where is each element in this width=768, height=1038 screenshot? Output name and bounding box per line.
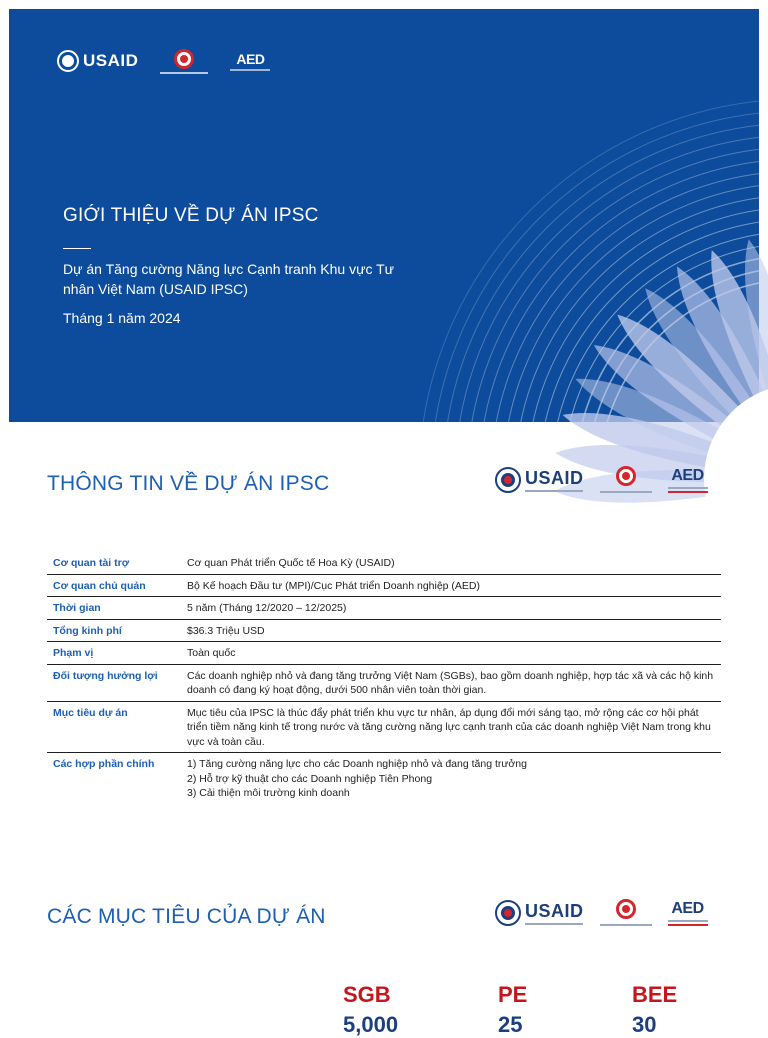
aed-wordmark: AED (671, 899, 704, 917)
partner-logos (57, 45, 270, 77)
aed-logo (668, 900, 708, 926)
row-value: Mục tiêu của IPSC là thúc đẩy phát triển khu vực tư nhân, áp dụng đổi mới sáng tạo, mở rộng các cơ hội phát triển tiềm năng kinh tế trong nước và tăng cường năng lực cạnh tranh của các doanh nghiệp Việt Nam trong khu vực và toàn cầu. (181, 701, 721, 753)
usaid-seal-icon (495, 900, 521, 926)
row-label: Đối tượng hưởng lợi (47, 664, 181, 701)
intro-slide (9, 9, 759, 422)
row-label: Tổng kinh phí (47, 619, 181, 642)
usaid-wordmark: USAID (83, 51, 139, 70)
goal-label-pe: PE (498, 982, 528, 1007)
intro-date: Tháng 1 năm 2024 (63, 310, 181, 326)
mpi-emblem-icon (616, 899, 636, 919)
info-slide-title: THÔNG TIN VỀ DỰ ÁN IPSC (47, 472, 330, 495)
aed-logo (668, 467, 708, 493)
row-label: Các hợp phần chính (53, 758, 155, 770)
aed-logo (230, 51, 270, 71)
usaid-wordmark: USAID (525, 900, 584, 921)
goal-label-sgb: SGB (343, 982, 391, 1007)
row-value: Bộ Kế hoạch Đầu tư (MPI)/Cục Phát triển Doanh nghiệp (AED) (181, 574, 721, 597)
row-label: Cơ quan chủ quản (47, 574, 181, 597)
row-value: 1) Tăng cường năng lực cho các Doanh nghiệp nhỏ và đang tăng trưởng 2) Hỗ trợ kỹ thuật cho các Doanh nghiệp Tiên Phong 3) Cải thiện môi trường kinh doanh (187, 758, 527, 799)
row-value: Các doanh nghiệp nhỏ và đang tăng trưởng Việt Nam (SGBs), bao gồm doanh nghiệp, hợp tác xã và các hộ kinh doanh có đang ký hoạt động, dưới 500 nhân viên toàn thời gian. (181, 664, 721, 701)
table-row (47, 664, 721, 701)
usaid-logo (495, 900, 584, 926)
mpi-logo (160, 49, 208, 74)
mpi-emblem-icon (174, 49, 194, 69)
row-label: Cơ quan tài trợ (47, 552, 181, 574)
table-row (47, 642, 721, 665)
row-value: Cơ quan Phát triển Quốc tế Hoa Kỳ (USAID) (181, 552, 721, 574)
usaid-logo (57, 50, 138, 72)
intro-title: GIỚI THIỆU VỀ DỰ ÁN IPSC (63, 205, 319, 226)
usaid-wordmark: USAID (525, 467, 584, 488)
row-value: Toàn quốc (181, 642, 721, 665)
info-slide-logos (495, 466, 708, 493)
table-row (47, 552, 721, 574)
table-row (47, 619, 721, 642)
row-value: 5 năm (Tháng 12/2020 – 12/2025) (181, 597, 721, 620)
goals-slide-logos (495, 899, 708, 926)
row-label: Phạm vị (47, 642, 181, 665)
goal-label-bee: BEE (632, 982, 678, 1007)
mpi-logo (600, 899, 652, 926)
usaid-seal-icon (57, 50, 79, 72)
table-row (47, 753, 721, 804)
intro-subtitle: Dự án Tăng cường Năng lực Cạnh tranh Khu vực Tư nhân Việt Nam (USAID IPSC) (63, 261, 395, 297)
table-row (47, 597, 721, 620)
goals-slide-title: CÁC MỤC TIÊU CỦA DỰ ÁN (47, 905, 326, 928)
row-value: $36.3 Triệu USD (181, 619, 721, 642)
table-row (47, 701, 721, 753)
goal-number-sgb: 5,000 (343, 1012, 399, 1037)
mpi-logo (600, 466, 652, 493)
project-info-table (47, 552, 721, 804)
aed-wordmark: AED (671, 466, 704, 484)
mpi-emblem-icon (616, 466, 636, 486)
table-row (47, 574, 721, 597)
aed-wordmark: AED (236, 51, 265, 67)
usaid-logo (495, 467, 584, 493)
goal-number-bee: 30 (632, 1012, 657, 1037)
usaid-seal-icon (495, 467, 521, 493)
title-divider (63, 248, 91, 249)
goal-number-pe: 25 (498, 1012, 523, 1037)
row-label: Thời gian (47, 597, 181, 620)
row-label: Mục tiêu dự án (47, 701, 181, 753)
